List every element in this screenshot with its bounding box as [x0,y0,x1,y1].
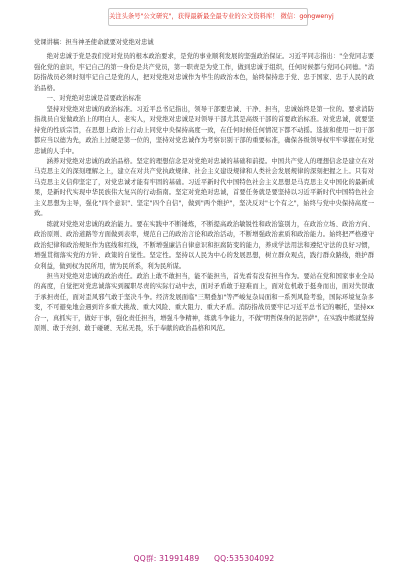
promo-banner: 关注头条号"公文研究"，获得最新最全最专业的公文资料库！ 微信：gongwenyj [108,8,308,26]
paragraph-ability: 练就对党绝对忠诚的政治能力。要在实践中不断锤炼，不断提高政治敏锐性和政治鉴别力，在政治立场、政治方向、政治原则、政治道路等方面做到表率，规范自己的政治言论和政治活动，不断增强政治素质和政治能力。始终把严格遵守政治纪律和政治规矩作为底线和红线，不断增强廉洁自律意识和拒腐防变的能力，养成学法用法和遵纪守法的良好习惯，增强贯彻落实党的方针、政策的自觉性。坚定性。坚持以人民为中心的发展思想，树立群众观点，践行群众路线，维护群众利益，做到权为民所用，情为民所系，利为民所谋。 [34,220,374,270]
qq-contact-text: QQ:535304092 [214,554,275,563]
paragraph-intro: 绝对忠诚于党是我们党对党员的根本政治要求，是党的事业顺利发展的坚强政治保证。习近平同志指出："全党同志要强化党的意识，牢记自己的第一身份是共产党员，第一职责是为党工作，做到忠诚于组织，任何时候都与党同心同德。"消防指战员必须时刻牢记自己是党的人，把对党绝对忠诚作为毕生的政治本色，始终保持忠于党、忠于国家、忠于人民的政治品格。 [34,53,374,92]
body-text [34,52,374,334]
paragraph-character: 涵养对党绝对忠诚的政治品格。坚定的理想信念是对党绝对忠诚的基础和前提。中国共产党人的理想信念是建立在对马克思主义的深刻理解之上，建立在对共产党执政规律、社会主义建设规律和人类社会发展规律的深刻把握之上。只有对马克思主义信仰坚定了，对党忠诚才能有牢固的基础。习近平新时代中国特色社会主义思想是马克思主义中国化的最新成果，是新时代实现中华民族伟大复兴的行动指南。坚定对党绝对忠诚，首要任务就是要坚持以习近平新时代中国特色社会主义思想为主导，强化"四个意识"、坚定"四个自信"，做到"两个维护"，坚决反对"七个有之"，始终与党中央保持高度一致。 [34,157,374,218]
document-body [34,38,374,335]
qq-group-text: QQ群: 31991489 [133,554,200,563]
paragraph-responsibility: 担当对党绝对忠诚的政治责任。政治上敢不敢担当，能不能担当，首先看有没有担当作为。要站在党和国家事业全局的高度，自觉把对党忠诚落实到履职尽责的实际行动中去，面对矛盾敢于迎难而上，面对危机敢于挺身而出，面对失误敢于承担责任，面对歪风邪气敢于坚决斗争。经济发展面临"三期叠加"等严峻复杂局面和一系列风险考验，国际环境复杂多变，不可避免地会遇到许多重大挑战、重大风险、重大阻力、重大矛盾。消防指战员要牢记习近平总书记的嘱托，坚持xx合一，真抓实干，做好干事，强化责任担当，增强斗争精神，练就斗争能力，不做"明哲保身的泥菩萨"，在实践中炼就坚持原则、敢于亮剑、敢于碰硬、无私无畏，乐于奉献的政治品格和风范。 [34,272,374,333]
document-title: 党课讲稿：担当神圣使命就要对党绝对忠诚 [34,39,154,46]
paragraph-standard: 坚持对党绝对忠诚的政治标准。习近平总书记指出，领导干部要忠诚、干净、担当，忠诚始终是第一位的。要求消防指战员自觉做政治上的明白人、老实人，对党绝对忠诚是对领导干部尤其是高级干部的首要政治标准。对党忠诚，就要坚持党的性质宗旨，在思想上政治上行动上同党中央保持高度一致，在任何时候任何情况下都不动摇。选拔和使用一切干部都应当以德为先，政治上过硬是第一位的，坚持对党忠诚作为考察识别干部的重要标准，确保各级领导权牢牢掌握在对党忠诚的人手中。 [34,105,374,155]
section-heading: 一、对党绝对忠诚是首要政治标准 [46,95,142,103]
contact-footer [0,553,408,564]
